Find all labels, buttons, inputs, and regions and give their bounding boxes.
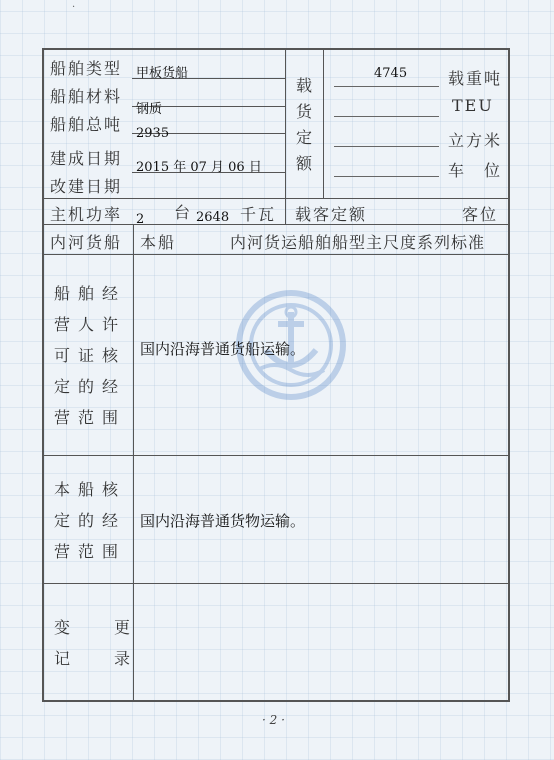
cargo-unit-teu: TEU xyxy=(452,96,494,115)
change-record-label: 变 更 记 录 xyxy=(54,618,135,668)
certificate-frame xyxy=(42,48,510,702)
passenger-label: 载客定额 xyxy=(295,205,368,224)
gross-tonnage-label: 船舶总吨 xyxy=(50,115,123,134)
inland-cargo-label: 内河货船 xyxy=(50,233,123,252)
top-mark: · xyxy=(72,2,76,13)
cargo-unit-deadweight: 载重吨 xyxy=(448,69,503,88)
page-number: · 2 · xyxy=(262,713,285,727)
cargo-label-char-4: 额 xyxy=(295,154,312,173)
build-date-value: 2015 年 07 月 06 日 xyxy=(136,160,262,175)
material-value: 钢质 xyxy=(136,102,163,117)
engine-power-label: 主机功率 xyxy=(50,205,123,224)
cargo-unit-vehicle: 车 位 xyxy=(448,161,503,180)
engine-count-value: 2 xyxy=(136,212,145,227)
cargo-label-char-1: 载 xyxy=(295,76,312,95)
passenger-unit: 客位 xyxy=(462,205,499,224)
engine-count-unit: 台 xyxy=(174,203,193,222)
ship-type-label: 船舶类型 xyxy=(50,59,123,78)
cargo-label-char-3: 定 xyxy=(295,128,312,147)
ship-scope-text: 国内沿海普通货物运输。 xyxy=(140,512,306,530)
engine-power-unit: 千瓦 xyxy=(240,205,277,224)
inland-ship-label: 本船 xyxy=(140,233,177,252)
engine-power-value: 2648 xyxy=(196,210,230,225)
gross-tonnage-value: 2935 xyxy=(136,126,170,141)
inland-standard: 内河货运船舶船型主尺度系列标准 xyxy=(230,233,486,252)
cargo-label-char-2: 货 xyxy=(295,102,312,121)
ship-type-value: 甲板货船 xyxy=(136,66,189,81)
operator-scope-text: 国内沿海普通货船运输。 xyxy=(140,340,306,358)
material-label: 船舶材料 xyxy=(50,87,123,106)
cargo-deadweight-value: 4745 xyxy=(374,66,408,81)
cargo-unit-cubic: 立方米 xyxy=(448,131,503,150)
ship-scope-label: 本船核 定的经 营范围 xyxy=(54,480,127,561)
operator-scope-label: 船舶经 营人许 可证核 定的经 营范围 xyxy=(54,284,127,427)
build-date-label: 建成日期 xyxy=(50,149,123,168)
rebuild-date-label: 改建日期 xyxy=(50,177,123,196)
